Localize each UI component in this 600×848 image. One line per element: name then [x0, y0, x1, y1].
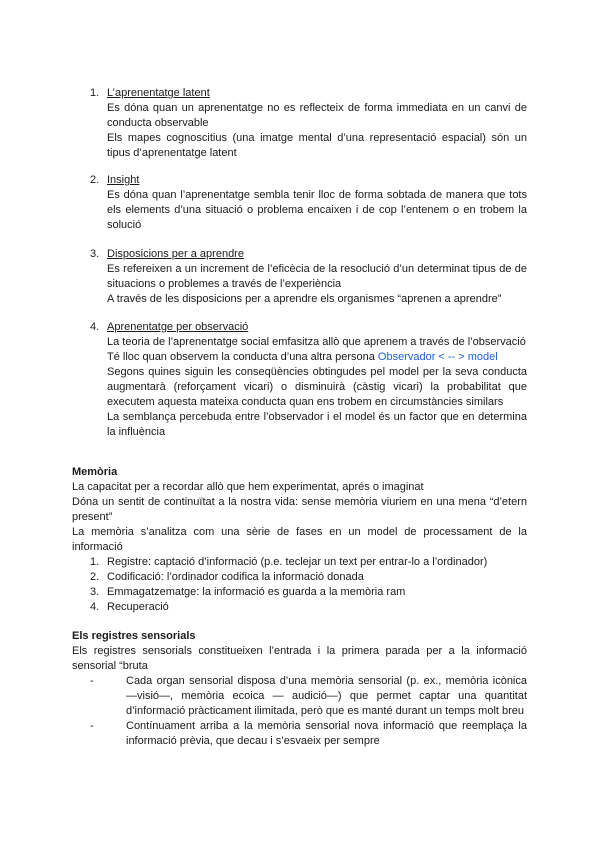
item-paragraph: Es refereixen a un increment de l’eficècia de la resoclució d’un determinat tipus de de situacions o problemes a través de l’experiència: [107, 263, 527, 290]
item-title: L’aprenentatge latent: [107, 87, 210, 99]
memoria-steps-list: [90, 555, 527, 615]
item-number: 1.: [90, 87, 100, 99]
paragraph: Dóna un sentit de continuïtat a la nostra vida: sense memòria viuriem en una mena “d’etern present”: [72, 496, 527, 523]
observador-model-link[interactable]: Observador < -- > model: [377, 351, 498, 363]
item-paragraph: La semblança percebuda entre l’observador i el model és un factor que en determina la influència: [107, 411, 527, 438]
item-paragraph: [107, 350, 527, 365]
list-item: [90, 674, 527, 719]
item-number: 4.: [90, 601, 100, 613]
list-item: [90, 585, 527, 600]
list-item: [90, 600, 527, 615]
registres-bullet-list: [90, 674, 527, 749]
item-text: Registre: captació d’informació (p.e. teclejar un text per entrar-lo a l’ordinador): [107, 556, 488, 568]
section-memoria: [72, 465, 527, 615]
item-paragraph: A través de les disposicions per a aprendre els organismes “aprenen a aprendre”: [107, 293, 502, 305]
item-paragraph: Els mapes cognoscitius (una imatge mental d’una representació espacial) són un tipus d’aprenentatge latent: [107, 132, 527, 159]
dash-bullet: -: [90, 675, 94, 687]
item-paragraph: Segons quines siguin les conseqüències obtingudes pel model per la seva conducta augmentarà (reforçament vicari) o disminuirà (càstig vicari) la probabilitat que executem aquesta mateixa conducta quan ens trobem en circumstàncies similars: [107, 366, 527, 408]
section-registres-sensorials: [72, 629, 527, 749]
item-paragraph: Es dóna quan un aprenentatge no es reflecteix de forma immediata en un canvi de conducta observable: [107, 102, 527, 129]
paragraph: La capacitat per a recordar allò que hem experimentat, aprés o imaginat: [72, 481, 424, 493]
list-item-latent: [90, 86, 527, 161]
item-text: Recuperació: [107, 601, 169, 613]
item-text: Codificació: l’ordinador codifica la informació donada: [107, 571, 364, 583]
item-title: Disposicions per a aprendre: [107, 248, 244, 260]
list-item: [90, 719, 527, 749]
paragraph: Els registres sensorials constitueixen l’entrada i la primera parada per a la informació sensorial “bruta: [72, 645, 527, 672]
item-number: 2.: [90, 174, 100, 186]
item-number: 4.: [90, 321, 100, 333]
item-number: 3.: [90, 586, 100, 598]
item-paragraph: La teoria de l’aprenentatge social emfasitza allò que aprenem a través de l’observació: [107, 336, 526, 348]
dash-bullet: -: [90, 720, 94, 732]
item-paragraph: Es dóna quan l’aprenentatge sembla tenir lloc de forma sobtada de manera que tots els elements d’una situació o problema encaixen i de cop l’entenem o en trobem la solució: [107, 189, 527, 231]
item-number: 2.: [90, 571, 100, 583]
list-item-disposicions: [90, 247, 527, 307]
item-title: Aprenentatge per observació: [107, 321, 249, 333]
list-item: [90, 555, 527, 570]
item-number: 1.: [90, 556, 100, 568]
item-text: Té lloc quan observem la conducta d’una altra persona: [107, 351, 378, 363]
item-number: 3.: [90, 248, 100, 260]
paragraph: La memòria s’analitza com una sèrie de fases en un model de processament de la informació: [72, 526, 527, 553]
item-text: Emmagatzematge: la informació es guarda a la memòria ram: [107, 586, 406, 598]
item-text: Cada organ sensorial disposa d’una memòria sensorial (p. ex., memòria icònica —visió—, memòria ecoica — audició—) que permet captar una quantitat d’informació pràcticament ilimitada, però que es manté durant un temps molt breu: [126, 675, 527, 717]
item-text: Contínuament arriba a la memòria sensorial nova informació que reemplaça la informació prèvia, que decau i s’esvaeix per sempre: [126, 720, 527, 747]
item-title: Insight: [107, 174, 140, 186]
list-item-insight: [90, 173, 527, 233]
section-heading: Els registres sensorials: [72, 630, 196, 642]
list-item: [90, 570, 527, 585]
list-item-observacio: [90, 320, 527, 440]
section-heading: Memòria: [72, 466, 118, 478]
